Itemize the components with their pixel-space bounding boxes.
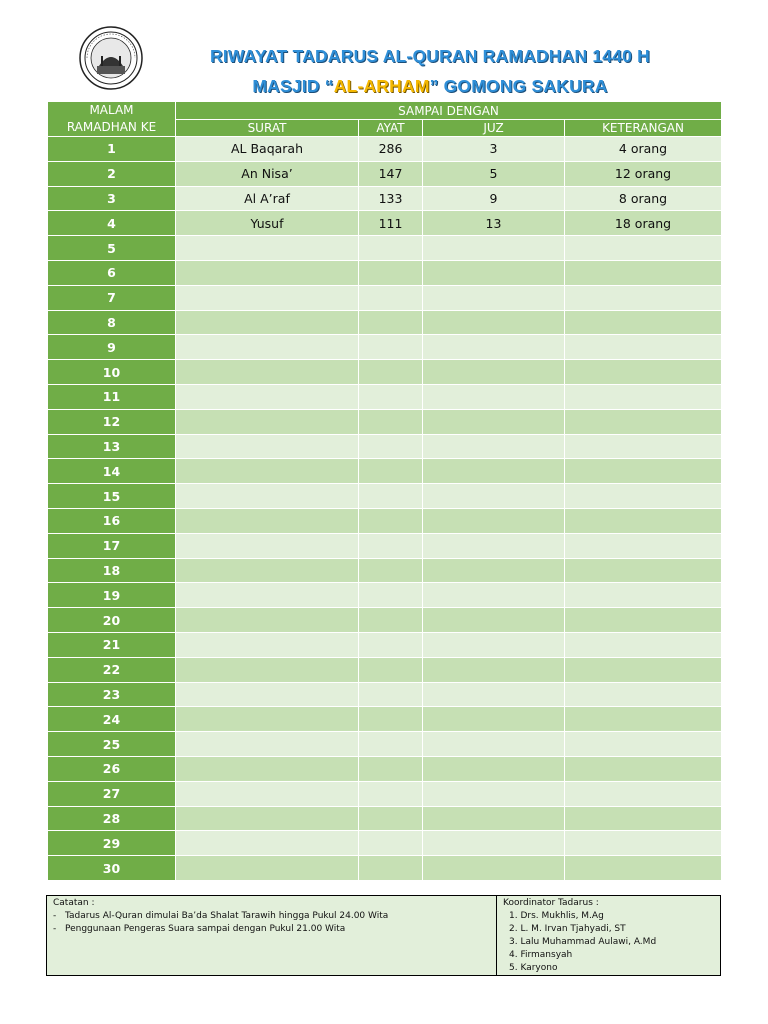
cell-surat: Yusuf: [176, 211, 359, 236]
subtitle-suffix: ” GOMONG SAKURA: [429, 76, 608, 96]
cell-malam: 4: [48, 211, 176, 236]
cell-juz: [423, 856, 565, 881]
cell-ayat: [359, 260, 423, 285]
cell-keterangan: [565, 756, 722, 781]
tadarus-table: [47, 101, 722, 881]
cell-keterangan: [565, 384, 722, 409]
cell-juz: [423, 657, 565, 682]
cell-malam: 25: [48, 732, 176, 757]
cell-surat: [176, 310, 359, 335]
cell-surat: [176, 434, 359, 459]
cell-ayat: 286: [359, 137, 423, 162]
cell-juz: [423, 508, 565, 533]
cell-ayat: [359, 236, 423, 261]
cell-malam: 19: [48, 583, 176, 608]
cell-malam: 2: [48, 161, 176, 186]
cell-malam: 3: [48, 186, 176, 211]
catatan-item: - Tadarus Al-Quran dimulai Ba’da Shalat Tarawih hingga Pukul 24.00 Wita: [53, 910, 491, 923]
table-row: [48, 285, 722, 310]
cell-surat: [176, 384, 359, 409]
cell-keterangan: [565, 260, 722, 285]
cell-juz: [423, 608, 565, 633]
cell-malam: 20: [48, 608, 176, 633]
cell-surat: [176, 707, 359, 732]
cell-ayat: [359, 533, 423, 558]
cell-juz: [423, 781, 565, 806]
cell-juz: [423, 682, 565, 707]
cell-ayat: [359, 434, 423, 459]
cell-malam: 22: [48, 657, 176, 682]
cell-ayat: [359, 508, 423, 533]
cell-keterangan: [565, 360, 722, 385]
cell-juz: [423, 459, 565, 484]
table-row: [48, 533, 722, 558]
table-row: [48, 360, 722, 385]
cell-ayat: [359, 360, 423, 385]
cell-ayat: [359, 756, 423, 781]
cell-keterangan: [565, 856, 722, 881]
cell-ayat: [359, 409, 423, 434]
cell-juz: [423, 434, 565, 459]
cell-surat: [176, 856, 359, 881]
cell-malam: 28: [48, 806, 176, 831]
cell-juz: [423, 707, 565, 732]
cell-keterangan: [565, 533, 722, 558]
cell-juz: [423, 335, 565, 360]
cell-malam: 13: [48, 434, 176, 459]
cell-ayat: [359, 856, 423, 881]
cell-surat: [176, 484, 359, 509]
cell-ayat: 111: [359, 211, 423, 236]
table-row: [48, 384, 722, 409]
cell-surat: [176, 335, 359, 360]
cell-keterangan: [565, 657, 722, 682]
table-row: [48, 335, 722, 360]
cell-malam: 10: [48, 360, 176, 385]
koordinator-section: [496, 896, 720, 975]
table-row: [48, 707, 722, 732]
subtitle-prefix: MASJID “: [252, 76, 334, 96]
cell-juz: [423, 409, 565, 434]
cell-malam: 23: [48, 682, 176, 707]
cell-ayat: [359, 285, 423, 310]
cell-ayat: [359, 459, 423, 484]
cell-keterangan: [565, 831, 722, 856]
cell-ayat: [359, 707, 423, 732]
cell-surat: [176, 285, 359, 310]
cell-keterangan: [565, 310, 722, 335]
cell-keterangan: [565, 583, 722, 608]
cell-malam: 30: [48, 856, 176, 881]
catatan-list: [53, 910, 491, 936]
cell-malam: 29: [48, 831, 176, 856]
subtitle-highlight: AL-ARHAM: [333, 76, 430, 96]
cell-keterangan: 18 orang: [565, 211, 722, 236]
cell-juz: [423, 285, 565, 310]
cell-keterangan: [565, 806, 722, 831]
cell-ayat: 133: [359, 186, 423, 211]
table-row: [48, 236, 722, 261]
cell-keterangan: [565, 285, 722, 310]
cell-ayat: [359, 484, 423, 509]
koordinator-item: 1. Drs. Mukhlis, M.Ag: [509, 911, 604, 921]
cell-surat: [176, 682, 359, 707]
koordinator-title: Koordinator Tadarus :: [503, 898, 599, 908]
table-row: [48, 137, 722, 162]
cell-malam: 16: [48, 508, 176, 533]
cell-malam: 12: [48, 409, 176, 434]
cell-juz: [423, 632, 565, 657]
table-body: [48, 137, 722, 881]
cell-keterangan: [565, 484, 722, 509]
cell-malam: 9: [48, 335, 176, 360]
table-row: [48, 186, 722, 211]
koordinator-item: 3. Lalu Muhammad Aulawi, A.Md: [509, 937, 657, 947]
cell-ayat: [359, 657, 423, 682]
cell-juz: [423, 756, 565, 781]
header-malam-line1: MALAM: [89, 103, 134, 117]
table-row: [48, 657, 722, 682]
page-subtitle: [150, 76, 710, 97]
table-row: [48, 608, 722, 633]
cell-surat: [176, 459, 359, 484]
table-row: [48, 856, 722, 881]
table-row: [48, 682, 722, 707]
cell-ayat: [359, 831, 423, 856]
table-row: [48, 558, 722, 583]
header-surat: SURAT: [176, 120, 359, 137]
cell-ayat: [359, 781, 423, 806]
cell-surat: [176, 781, 359, 806]
table-row: [48, 806, 722, 831]
cell-malam: 27: [48, 781, 176, 806]
cell-keterangan: [565, 409, 722, 434]
koordinator-item: 2. L. M. Irvan Tjahyadi, ST: [509, 924, 626, 934]
table-row: [48, 583, 722, 608]
catatan-section: [47, 896, 497, 975]
cell-juz: [423, 583, 565, 608]
cell-juz: [423, 236, 565, 261]
cell-keterangan: 8 orang: [565, 186, 722, 211]
table-row: [48, 260, 722, 285]
cell-malam: 21: [48, 632, 176, 657]
cell-surat: [176, 632, 359, 657]
cell-surat: [176, 608, 359, 633]
header-juz: JUZ: [423, 120, 565, 137]
cell-malam: 18: [48, 558, 176, 583]
cell-keterangan: [565, 608, 722, 633]
cell-juz: [423, 260, 565, 285]
cell-ayat: [359, 682, 423, 707]
cell-juz: [423, 533, 565, 558]
mosque-logo: [79, 26, 143, 90]
koordinator-item: 4. Firmansyah: [509, 950, 573, 960]
cell-malam: 1: [48, 137, 176, 162]
table-row: [48, 781, 722, 806]
cell-keterangan: [565, 459, 722, 484]
cell-surat: [176, 831, 359, 856]
cell-malam: 26: [48, 756, 176, 781]
cell-surat: [176, 236, 359, 261]
table-row: [48, 409, 722, 434]
cell-juz: [423, 384, 565, 409]
cell-juz: [423, 558, 565, 583]
cell-juz: [423, 360, 565, 385]
cell-ayat: [359, 384, 423, 409]
cell-surat: [176, 732, 359, 757]
cell-juz: [423, 310, 565, 335]
cell-malam: 6: [48, 260, 176, 285]
koordinator-item: 5. Karyono: [509, 963, 558, 973]
cell-surat: [176, 583, 359, 608]
cell-ayat: 147: [359, 161, 423, 186]
header-malam-line2: RAMADHAN KE: [66, 120, 157, 134]
koordinator-list: [503, 910, 714, 975]
cell-ayat: [359, 583, 423, 608]
cell-keterangan: [565, 732, 722, 757]
cell-keterangan: [565, 707, 722, 732]
cell-ayat: [359, 335, 423, 360]
header-sampai-dengan: SAMPAI DENGAN: [176, 102, 722, 120]
table-row: [48, 756, 722, 781]
cell-malam: 7: [48, 285, 176, 310]
cell-surat: [176, 533, 359, 558]
cell-keterangan: [565, 335, 722, 360]
header-malam: [48, 102, 176, 137]
table-row: [48, 459, 722, 484]
cell-juz: [423, 806, 565, 831]
table-row: [48, 211, 722, 236]
table-row: [48, 508, 722, 533]
cell-malam: 14: [48, 459, 176, 484]
catatan-title: Catatan :: [53, 898, 95, 908]
cell-ayat: [359, 806, 423, 831]
cell-juz: 3: [423, 137, 565, 162]
cell-keterangan: [565, 781, 722, 806]
cell-malam: 15: [48, 484, 176, 509]
cell-surat: [176, 558, 359, 583]
cell-surat: An Nisa’: [176, 161, 359, 186]
cell-surat: [176, 756, 359, 781]
cell-surat: [176, 360, 359, 385]
table-row: [48, 434, 722, 459]
cell-malam: 24: [48, 707, 176, 732]
catatan-item: - Penggunaan Pengeras Suara sampai dengan Pukul 21.00 Wita: [53, 923, 491, 936]
cell-juz: [423, 484, 565, 509]
cell-ayat: [359, 732, 423, 757]
table-row: [48, 732, 722, 757]
table-row: [48, 831, 722, 856]
cell-malam: 5: [48, 236, 176, 261]
cell-keterangan: [565, 508, 722, 533]
cell-surat: [176, 806, 359, 831]
notes-box: [46, 895, 721, 976]
header-keterangan: KETERANGAN: [565, 120, 722, 137]
cell-juz: [423, 831, 565, 856]
cell-keterangan: [565, 236, 722, 261]
cell-ayat: [359, 632, 423, 657]
table-row: [48, 310, 722, 335]
cell-malam: 8: [48, 310, 176, 335]
cell-juz: 9: [423, 186, 565, 211]
cell-ayat: [359, 558, 423, 583]
cell-keterangan: [565, 558, 722, 583]
cell-surat: [176, 508, 359, 533]
cell-keterangan: [565, 682, 722, 707]
page-title: RIWAYAT TADARUS AL-QURAN RAMADHAN 1440 H: [209, 46, 651, 66]
table-row: [48, 484, 722, 509]
cell-keterangan: 12 orang: [565, 161, 722, 186]
cell-surat: [176, 260, 359, 285]
cell-keterangan: [565, 632, 722, 657]
table-row: [48, 632, 722, 657]
header-ayat: AYAT: [359, 120, 423, 137]
cell-surat: [176, 409, 359, 434]
cell-juz: [423, 732, 565, 757]
cell-juz: 13: [423, 211, 565, 236]
cell-surat: AL Baqarah: [176, 137, 359, 162]
cell-keterangan: 4 orang: [565, 137, 722, 162]
cell-surat: [176, 657, 359, 682]
cell-surat: Al A’raf: [176, 186, 359, 211]
table-row: [48, 161, 722, 186]
cell-ayat: [359, 608, 423, 633]
cell-keterangan: [565, 434, 722, 459]
cell-juz: 5: [423, 161, 565, 186]
cell-malam: 17: [48, 533, 176, 558]
cell-ayat: [359, 310, 423, 335]
cell-malam: 11: [48, 384, 176, 409]
